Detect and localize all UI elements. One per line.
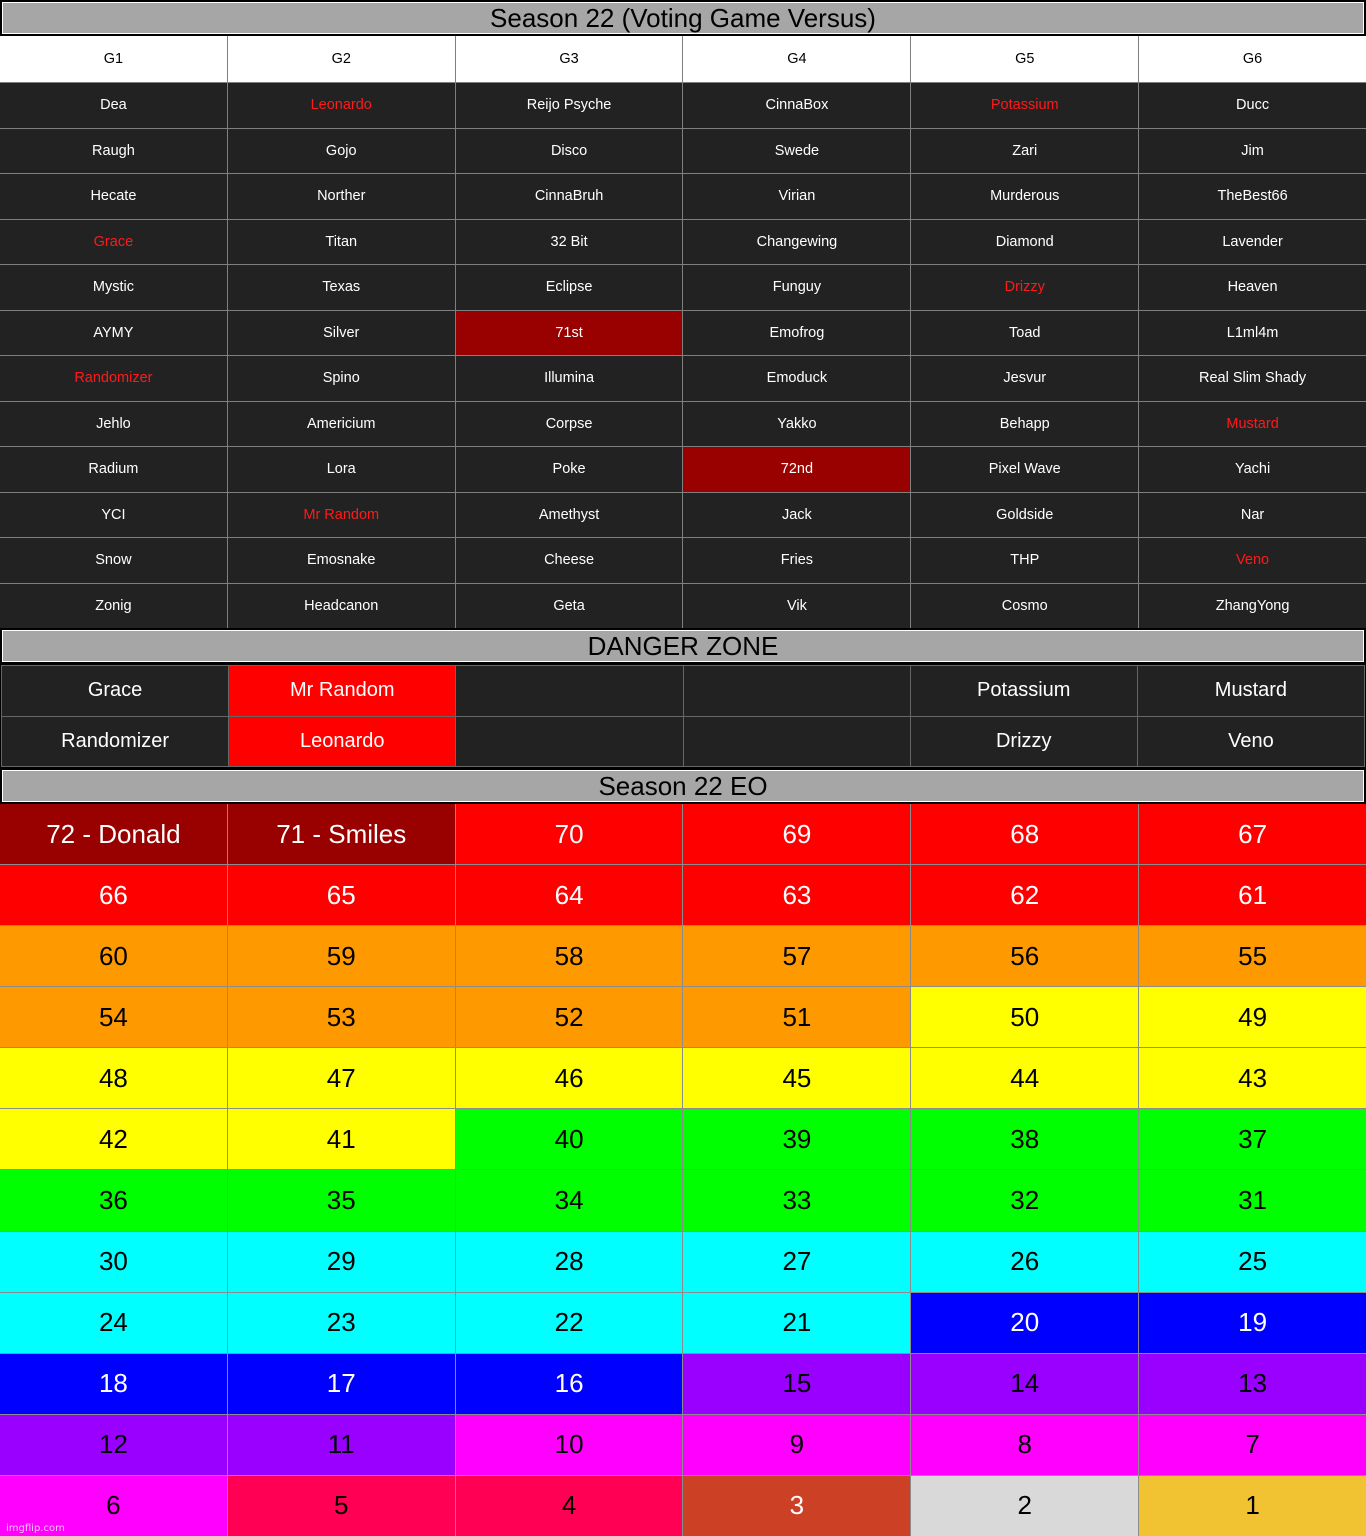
contestant-cell: Changewing bbox=[683, 220, 910, 265]
elimination-order-cell: 4 bbox=[456, 1476, 683, 1536]
roster-title: Season 22 (Voting Game Versus) bbox=[0, 0, 1366, 36]
group-header: G6 bbox=[1139, 36, 1366, 82]
contestant-cell: Heaven bbox=[1139, 265, 1366, 310]
contestant-cell: Funguy bbox=[683, 265, 910, 310]
elimination-order-cell: 71 - Smiles bbox=[228, 804, 455, 864]
elimination-order-cell: 1 bbox=[1139, 1476, 1366, 1536]
contestant-cell: Amethyst bbox=[456, 493, 683, 538]
contestant-cell: Americium bbox=[228, 402, 455, 447]
contestant-cell: Swede bbox=[683, 129, 910, 174]
contestant-cell: THP bbox=[911, 538, 1138, 583]
elimination-order-cell: 64 bbox=[456, 865, 683, 925]
elimination-order-cell: 53 bbox=[228, 987, 455, 1047]
contestant-cell: Mr Random bbox=[228, 493, 455, 538]
contestant-cell: Emosnake bbox=[228, 538, 455, 583]
danger-zone-cell: Leonardo bbox=[229, 717, 455, 767]
elimination-order-cell: 5 bbox=[228, 1476, 455, 1536]
elimination-order-cell: 41 bbox=[228, 1109, 455, 1169]
group-header: G5 bbox=[911, 36, 1138, 82]
group-header: G2 bbox=[228, 36, 455, 82]
elimination-order-cell: 65 bbox=[228, 865, 455, 925]
contestant-cell: Raugh bbox=[0, 129, 227, 174]
elimination-order-cell: 28 bbox=[456, 1232, 683, 1292]
contestant-cell: Behapp bbox=[911, 402, 1138, 447]
elimination-order-cell: 11 bbox=[228, 1415, 455, 1475]
elimination-order-cell: 68 bbox=[911, 804, 1138, 864]
contestant-cell: Yachi bbox=[1139, 447, 1366, 492]
elimination-order-cell: 44 bbox=[911, 1048, 1138, 1108]
elimination-order-cell: 16 bbox=[456, 1354, 683, 1414]
contestant-cell: Norther bbox=[228, 174, 455, 219]
danger-zone-cell: Randomizer bbox=[2, 717, 228, 767]
contestant-cell: Disco bbox=[456, 129, 683, 174]
elimination-order-cell: 7 bbox=[1139, 1415, 1366, 1475]
contestant-cell: Yakko bbox=[683, 402, 910, 447]
contestant-cell: TheBest66 bbox=[1139, 174, 1366, 219]
contestant-cell: Grace bbox=[0, 220, 227, 265]
elimination-order-cell: 12 bbox=[0, 1415, 227, 1475]
contestant-cell: Nar bbox=[1139, 493, 1366, 538]
contestant-cell: Virian bbox=[683, 174, 910, 219]
elimination-order-cell: 29 bbox=[228, 1232, 455, 1292]
contestant-cell: AYMY bbox=[0, 311, 227, 356]
contestant-cell: Jack bbox=[683, 493, 910, 538]
danger-zone-cell bbox=[456, 717, 682, 767]
elimination-order-cell: 40 bbox=[456, 1109, 683, 1169]
elimination-order-cell: 2 bbox=[911, 1476, 1138, 1536]
elimination-order-cell: 57 bbox=[683, 926, 910, 986]
contestant-cell: Leonardo bbox=[228, 83, 455, 128]
contestant-cell: Headcanon bbox=[228, 584, 455, 629]
elimination-order-cell: 30 bbox=[0, 1232, 227, 1292]
elimination-order-cell: 52 bbox=[456, 987, 683, 1047]
elimination-order-cell: 59 bbox=[228, 926, 455, 986]
danger-zone-cell: Mr Random bbox=[229, 666, 455, 716]
elimination-order-cell: 66 bbox=[0, 865, 227, 925]
contestant-cell: Geta bbox=[456, 584, 683, 629]
contestant-cell: 72nd bbox=[683, 447, 910, 492]
elimination-order-cell: 63 bbox=[683, 865, 910, 925]
elimination-order-cell: 67 bbox=[1139, 804, 1366, 864]
elimination-order-cell: 60 bbox=[0, 926, 227, 986]
contestant-cell: Snow bbox=[0, 538, 227, 583]
contestant-cell: Zonig bbox=[0, 584, 227, 629]
elimination-order-cell: 69 bbox=[683, 804, 910, 864]
contestant-cell: Silver bbox=[228, 311, 455, 356]
contestant-cell: Randomizer bbox=[0, 356, 227, 401]
danger-zone-cell: Veno bbox=[1138, 717, 1364, 767]
contestant-cell: Lora bbox=[228, 447, 455, 492]
elimination-order-cell: 49 bbox=[1139, 987, 1366, 1047]
elimination-order-cell: 54 bbox=[0, 987, 227, 1047]
contestant-cell: Cosmo bbox=[911, 584, 1138, 629]
danger-zone-cell: Potassium bbox=[911, 666, 1137, 716]
contestant-cell: Spino bbox=[228, 356, 455, 401]
elimination-order-cell: 35 bbox=[228, 1170, 455, 1230]
danger-zone-title: DANGER ZONE bbox=[0, 628, 1366, 664]
danger-zone-cell: Drizzy bbox=[911, 717, 1137, 767]
danger-zone-table bbox=[0, 664, 1366, 768]
contestant-cell: ZhangYong bbox=[1139, 584, 1366, 629]
elimination-order-cell: 20 bbox=[911, 1293, 1138, 1353]
eo-board bbox=[0, 804, 1366, 1536]
elimination-order-cell: 25 bbox=[1139, 1232, 1366, 1292]
elimination-order-cell: 62 bbox=[911, 865, 1138, 925]
elimination-order-cell: 15 bbox=[683, 1354, 910, 1414]
contestant-cell: Emoduck bbox=[683, 356, 910, 401]
elimination-order-cell: 9 bbox=[683, 1415, 910, 1475]
contestant-cell: Potassium bbox=[911, 83, 1138, 128]
danger-zone-cell bbox=[684, 717, 910, 767]
elimination-order-cell: 10 bbox=[456, 1415, 683, 1475]
contestant-cell: Ducc bbox=[1139, 83, 1366, 128]
elimination-order-cell: 42 bbox=[0, 1109, 227, 1169]
contestant-cell: Real Slim Shady bbox=[1139, 356, 1366, 401]
elimination-order-cell: 23 bbox=[228, 1293, 455, 1353]
contestant-cell: Poke bbox=[456, 447, 683, 492]
contestant-cell: Mystic bbox=[0, 265, 227, 310]
contestant-cell: Drizzy bbox=[911, 265, 1138, 310]
elimination-order-cell: 51 bbox=[683, 987, 910, 1047]
contestant-cell: Texas bbox=[228, 265, 455, 310]
elimination-order-cell: 47 bbox=[228, 1048, 455, 1108]
elimination-order-cell: 24 bbox=[0, 1293, 227, 1353]
contestant-cell: Goldside bbox=[911, 493, 1138, 538]
elimination-order-cell: 50 bbox=[911, 987, 1138, 1047]
elimination-order-cell: 6 bbox=[0, 1476, 227, 1536]
danger-zone-cell bbox=[456, 666, 682, 716]
contestant-cell: Gojo bbox=[228, 129, 455, 174]
elimination-order-cell: 45 bbox=[683, 1048, 910, 1108]
contestant-cell: Lavender bbox=[1139, 220, 1366, 265]
contestant-cell: Jesvur bbox=[911, 356, 1138, 401]
contestant-cell: CinnaBruh bbox=[456, 174, 683, 219]
danger-zone-cell bbox=[684, 666, 910, 716]
contestant-cell: YCI bbox=[0, 493, 227, 538]
elimination-order-cell: 37 bbox=[1139, 1109, 1366, 1169]
group-header: G3 bbox=[456, 36, 683, 82]
contestant-cell: Diamond bbox=[911, 220, 1138, 265]
contestant-cell: Reijo Psyche bbox=[456, 83, 683, 128]
elimination-order-cell: 46 bbox=[456, 1048, 683, 1108]
danger-zone-cell: Grace bbox=[2, 666, 228, 716]
contestant-cell: Illumina bbox=[456, 356, 683, 401]
elimination-order-cell: 14 bbox=[911, 1354, 1138, 1414]
contestant-cell: Dea bbox=[0, 83, 227, 128]
elimination-order-cell: 56 bbox=[911, 926, 1138, 986]
contestant-cell: Pixel Wave bbox=[911, 447, 1138, 492]
elimination-order-cell: 34 bbox=[456, 1170, 683, 1230]
elimination-order-cell: 36 bbox=[0, 1170, 227, 1230]
contestant-cell: L1ml4m bbox=[1139, 311, 1366, 356]
contestant-cell: Hecate bbox=[0, 174, 227, 219]
contestant-cell: Fries bbox=[683, 538, 910, 583]
elimination-order-cell: 58 bbox=[456, 926, 683, 986]
watermark: imgflip.com bbox=[6, 1523, 65, 1534]
elimination-order-cell: 8 bbox=[911, 1415, 1138, 1475]
contestant-cell: Veno bbox=[1139, 538, 1366, 583]
elimination-order-cell: 19 bbox=[1139, 1293, 1366, 1353]
contestant-cell: Zari bbox=[911, 129, 1138, 174]
elimination-order-cell: 27 bbox=[683, 1232, 910, 1292]
danger-zone-cell: Mustard bbox=[1138, 666, 1364, 716]
contestant-cell: Jim bbox=[1139, 129, 1366, 174]
elimination-order-cell: 43 bbox=[1139, 1048, 1366, 1108]
contestant-cell: Murderous bbox=[911, 174, 1138, 219]
contestant-cell: Toad bbox=[911, 311, 1138, 356]
elimination-order-cell: 33 bbox=[683, 1170, 910, 1230]
contestant-cell: Corpse bbox=[456, 402, 683, 447]
elimination-order-cell: 72 - Donald bbox=[0, 804, 227, 864]
elimination-order-cell: 31 bbox=[1139, 1170, 1366, 1230]
elimination-order-cell: 3 bbox=[683, 1476, 910, 1536]
roster-table bbox=[0, 36, 1366, 628]
elimination-order-cell: 32 bbox=[911, 1170, 1138, 1230]
group-header: G4 bbox=[683, 36, 910, 82]
elimination-order-cell: 18 bbox=[0, 1354, 227, 1414]
elimination-order-cell: 39 bbox=[683, 1109, 910, 1169]
contestant-cell: Eclipse bbox=[456, 265, 683, 310]
contestant-cell: CinnaBox bbox=[683, 83, 910, 128]
contestant-cell: Vik bbox=[683, 584, 910, 629]
contestant-cell: 32 Bit bbox=[456, 220, 683, 265]
elimination-order-cell: 70 bbox=[456, 804, 683, 864]
contestant-cell: 71st bbox=[456, 311, 683, 356]
elimination-order-cell: 22 bbox=[456, 1293, 683, 1353]
contestant-cell: Emofrog bbox=[683, 311, 910, 356]
elimination-order-cell: 17 bbox=[228, 1354, 455, 1414]
contestant-cell: Jehlo bbox=[0, 402, 227, 447]
contestant-cell: Titan bbox=[228, 220, 455, 265]
eo-title: Season 22 EO bbox=[0, 768, 1366, 804]
elimination-order-cell: 13 bbox=[1139, 1354, 1366, 1414]
elimination-order-cell: 21 bbox=[683, 1293, 910, 1353]
contestant-cell: Mustard bbox=[1139, 402, 1366, 447]
contestant-cell: Radium bbox=[0, 447, 227, 492]
elimination-order-cell: 61 bbox=[1139, 865, 1366, 925]
group-header: G1 bbox=[0, 36, 227, 82]
elimination-order-cell: 48 bbox=[0, 1048, 227, 1108]
elimination-order-cell: 38 bbox=[911, 1109, 1138, 1169]
contestant-cell: Cheese bbox=[456, 538, 683, 583]
elimination-order-cell: 26 bbox=[911, 1232, 1138, 1292]
elimination-order-cell: 55 bbox=[1139, 926, 1366, 986]
